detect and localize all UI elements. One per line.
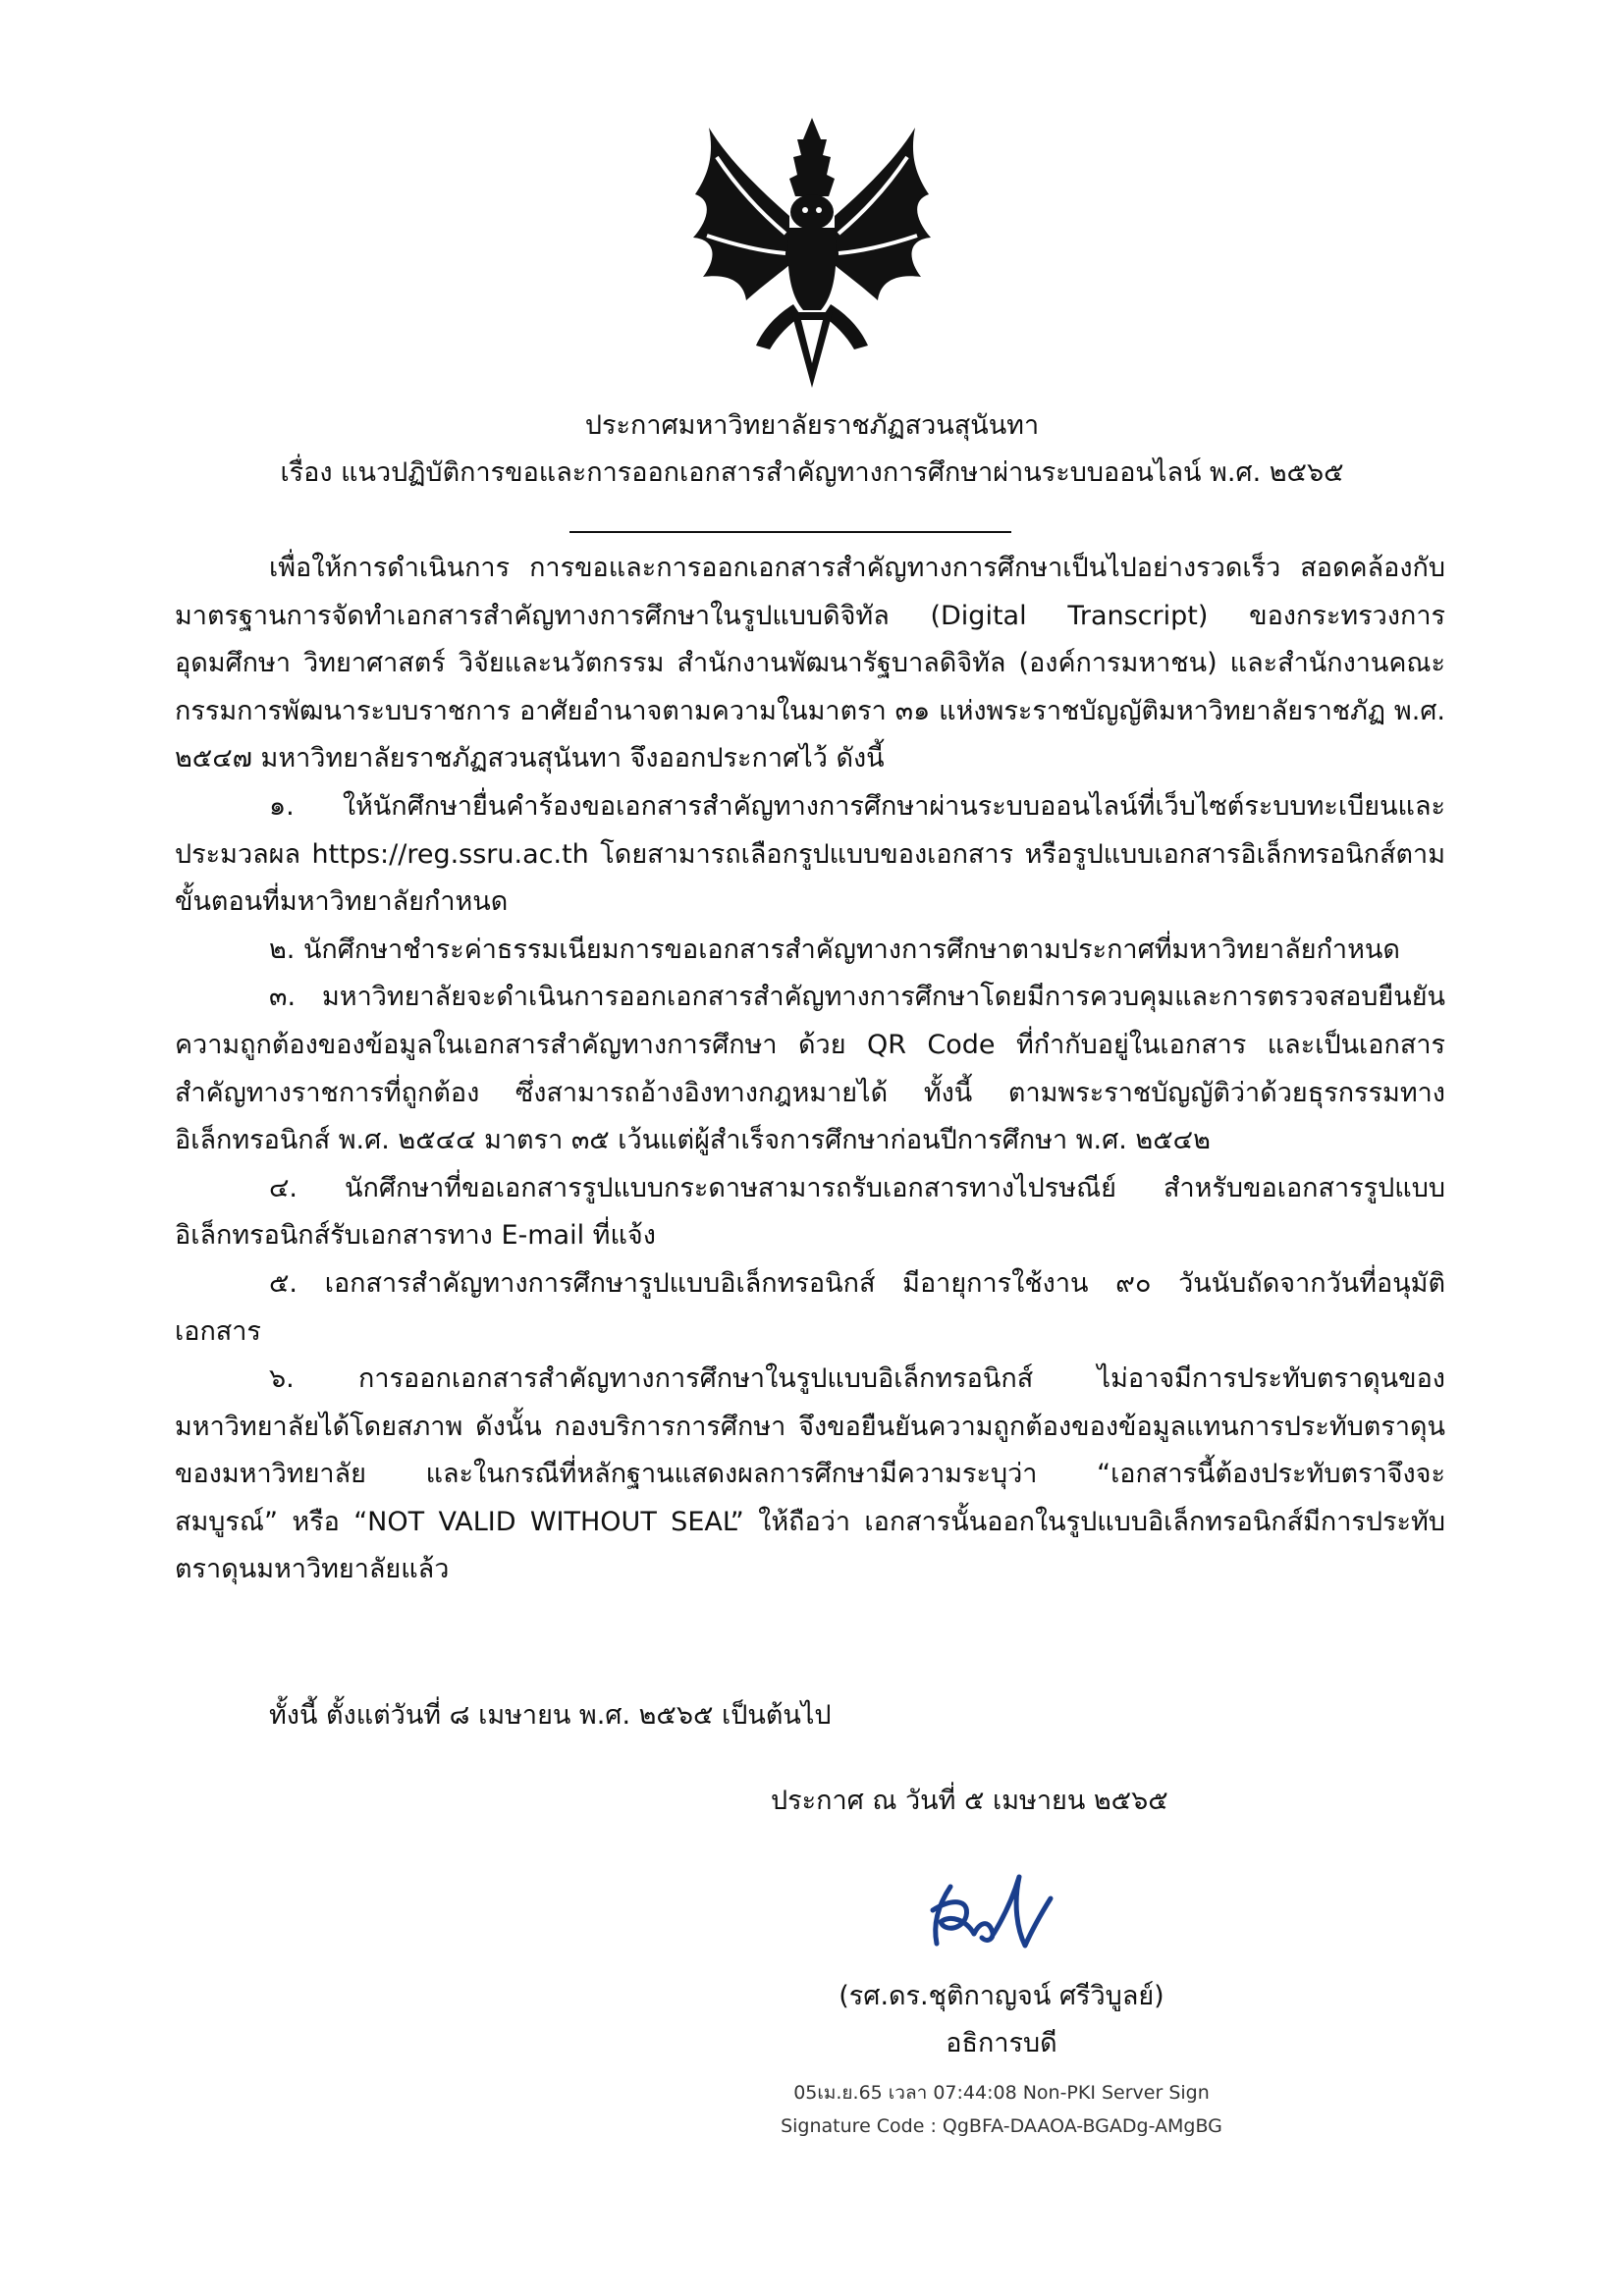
signature-code: Signature Code : QgBFA-DAAOA-BGADg-AMgBG <box>781 2115 1222 2137</box>
announcement-body <box>175 545 1445 1594</box>
effective-date: ทั้งนี้ ตั้งแต่วันที่ ๘ เมษายน พ.ศ. ๒๕๖๕ เป็นต้นไป <box>269 1700 832 1731</box>
announcement-date: ประกาศ ณ วันที่ ๕ เมษายน ๒๕๖๕ <box>771 1786 1168 1816</box>
clause-2: ๒. นักศึกษาชำระค่าธรรมเนียมการขอเอกสารสำคัญทางการศึกษาตามประกาศที่มหาวิทยาลัยกำหนด <box>269 934 1400 965</box>
clause-6: ๖. การออกเอกสารสำคัญทางการศึกษาในรูปแบบอิเล็กทรอนิกส์ ไม่อาจมีการประทับตราดุนของมหาวิทยาลัยได้โดยสภาพ ดังนั้น กองบริการการศึกษา จึงขอยืนยันความถูกต้องของข้อมูลแทนการประทับตราดุนของมหาวิทยาลัย และในกรณีที่หลักฐานแสดงผลการศึกษามีความระบุว่า “เอกสารนี้ต้องประทับตราจึงจะสมบูรณ์” หรือ “NOT VALID WITHOUT SEAL” ให้ถือว่า เอกสารนั้นออกในรูปแบบอิเล็กทรอนิกส์มีการประทับตราดุนมหาวิทยาลัยแล้ว <box>175 1363 1445 1585</box>
signer-position: อธิการบดี <box>946 2028 1057 2058</box>
signer-name: (รศ.ดร.ชุติกาญจน์ ศรีวิบูลย์) <box>839 1981 1164 2011</box>
announcement-title: ประกาศมหาวิทยาลัยราชภัฏสวนสุนันทา <box>584 410 1040 441</box>
clause-5: ๕. เอกสารสำคัญทางการศึกษารูปแบบอิเล็กทรอนิกส์ มีอายุการใช้งาน ๙๐ วันนับถัดจากวันที่อนุมัติเอกสาร <box>175 1267 1445 1347</box>
announcement-subject: เรื่อง แนวปฏิบัติการขอและการออกเอกสารสำคัญทางการศึกษาผ่านระบบออนไลน์ พ.ศ. ๒๕๖๕ <box>280 457 1344 488</box>
sign-timestamp: 05เม.ย.65 เวลา 07:44:08 Non-PKI Server Sign <box>793 2082 1210 2104</box>
garuda-emblem-icon <box>687 118 938 388</box>
preamble-paragraph: เพื่อให้การดำเนินการ การขอและการออกเอกสารสำคัญทางการศึกษาเป็นไปอย่างรวดเร็ว สอดคล้องกับมาตรฐานการจัดทำเอกสารสำคัญทางการศึกษาในรูปแบบดิจิทัล (Digital Transcript) ของกระทรวงการอุดมศึกษา วิทยาศาสตร์ วิจัยและนวัตกรรม สำนักงานพัฒนารัฐบาลดิจิทัล (องค์การมหาชน) และสำนักงานคณะกรรมการพัฒนาระบบราชการ อาศัยอำนาจตามความในมาตรา ๓๑ แห่งพระราชบัญญัติมหาวิทยาลัยราชภัฏ พ.ศ. ๒๕๔๗ มหาวิทยาลัยราชภัฏสวนสุนันทา จึงออกประกาศไว้ ดังนี้ <box>175 553 1445 774</box>
handwritten-signature <box>911 1865 1083 1963</box>
clause-3: ๓. มหาวิทยาลัยจะดำเนินการออกเอกสารสำคัญทางการศึกษาโดยมีการควบคุมและการตรวจสอบยืนยันความถูกต้องของข้อมูลในเอกสารสำคัญทางการศึกษา ด้วย QR Code ที่กำกับอยู่ในเอกสาร และเป็นเอกสารสำคัญทางราชการที่ถูกต้อง ซึ่งสามารถอ้างอิงทางกฎหมายได้ ทั้งนี้ ตามพระราชบัญญัติว่าด้วยธุรกรรมทางอิเล็กทรอนิกส์ พ.ศ. ๒๕๔๔ มาตรา ๓๕ เว้นแต่ผู้สำเร็จการศึกษาก่อนปีการศึกษา พ.ศ. ๒๕๔๒ <box>175 982 1445 1156</box>
clause-1: ๑. ให้นักศึกษายื่นคำร้องขอเอกสารสำคัญทางการศึกษาผ่านระบบออนไลน์ที่เว็บไซต์ระบบทะเบียนและประมวลผล https://reg.ssru.ac.th โดยสามารถเลือกรูปแบบของเอกสาร หรือรูปแบบเอกสารอิเล็กทรอนิกส์ตามขั้นตอนที่มหาวิทยาลัยกำหนด <box>175 790 1445 918</box>
clause-4: ๔. นักศึกษาที่ขอเอกสารรูปแบบกระดาษสามารถรับเอกสารทางไปรษณีย์ สำหรับขอเอกสารรูปแบบอิเล็กทรอนิกส์รับเอกสารทาง E-mail ที่แจ้ง <box>175 1172 1445 1252</box>
header-divider <box>569 531 1011 533</box>
